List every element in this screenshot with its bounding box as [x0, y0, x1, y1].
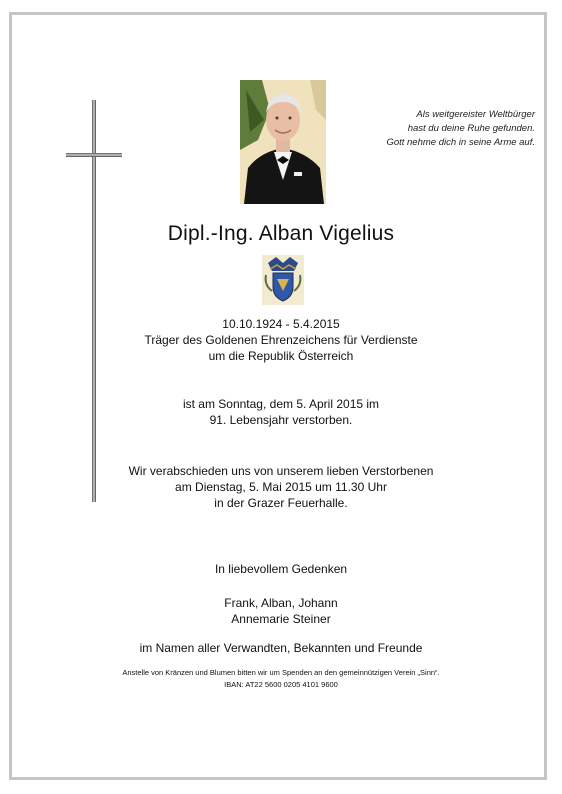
death-line: 91. Lebensjahr verstorben. — [209, 413, 353, 427]
quote-line: hast du deine Ruhe gefunden. — [407, 123, 535, 134]
family-line: Frank, Alban, Johann — [224, 596, 338, 610]
donation-text: Anstelle von Kränzen und Blumen bitten wir um Spenden an den gemeinnützigen Verein „Sinn“. — [122, 668, 440, 677]
cross-horizontal-beam — [66, 153, 122, 157]
honor-line: um die Republik Österreich — [208, 349, 354, 363]
death-announcement — [0, 396, 562, 428]
quote-line: Gott nehme dich in seine Arme auf. — [386, 137, 535, 148]
portrait-photo — [240, 80, 326, 204]
donation-note — [0, 667, 562, 691]
death-line: ist am Sonntag, dem 5. April 2015 im — [182, 397, 380, 411]
deceased-name: Dipl.-Ing. Alban Vigelius — [167, 222, 395, 245]
family-line: Annemarie Steiner — [231, 612, 331, 626]
memory-text: In liebevollem Gedenken — [214, 562, 348, 576]
farewell-line: am Dienstag, 5. Mai 2015 um 11.30 Uhr — [175, 480, 387, 494]
quote-line: Als weitgereister Weltbürger — [416, 109, 535, 120]
relatives-text: im Namen aller Verwandten, Bekannten und Freunde — [139, 641, 423, 655]
iban-text: IBAN: AT22 5600 0205 4101 9600 — [224, 680, 338, 689]
family-names — [0, 595, 562, 627]
relatives-line — [0, 640, 562, 656]
memory-heading — [0, 561, 562, 577]
farewell-line: in der Grazer Feuerhalle. — [214, 496, 348, 510]
memorial-quote — [345, 108, 535, 150]
farewell-announcement — [0, 463, 562, 511]
cross-vertical-beam — [92, 100, 96, 502]
life-dates-block — [0, 316, 562, 364]
life-dates: 10.10.1924 - 5.4.2015 — [222, 317, 340, 331]
family-crest-emblem — [262, 255, 304, 305]
farewell-line: Wir verabschieden uns von unserem lieben Verstorbenen — [128, 464, 434, 478]
honor-line: Träger des Goldenen Ehrenzeichens für Verdienste — [144, 333, 418, 347]
